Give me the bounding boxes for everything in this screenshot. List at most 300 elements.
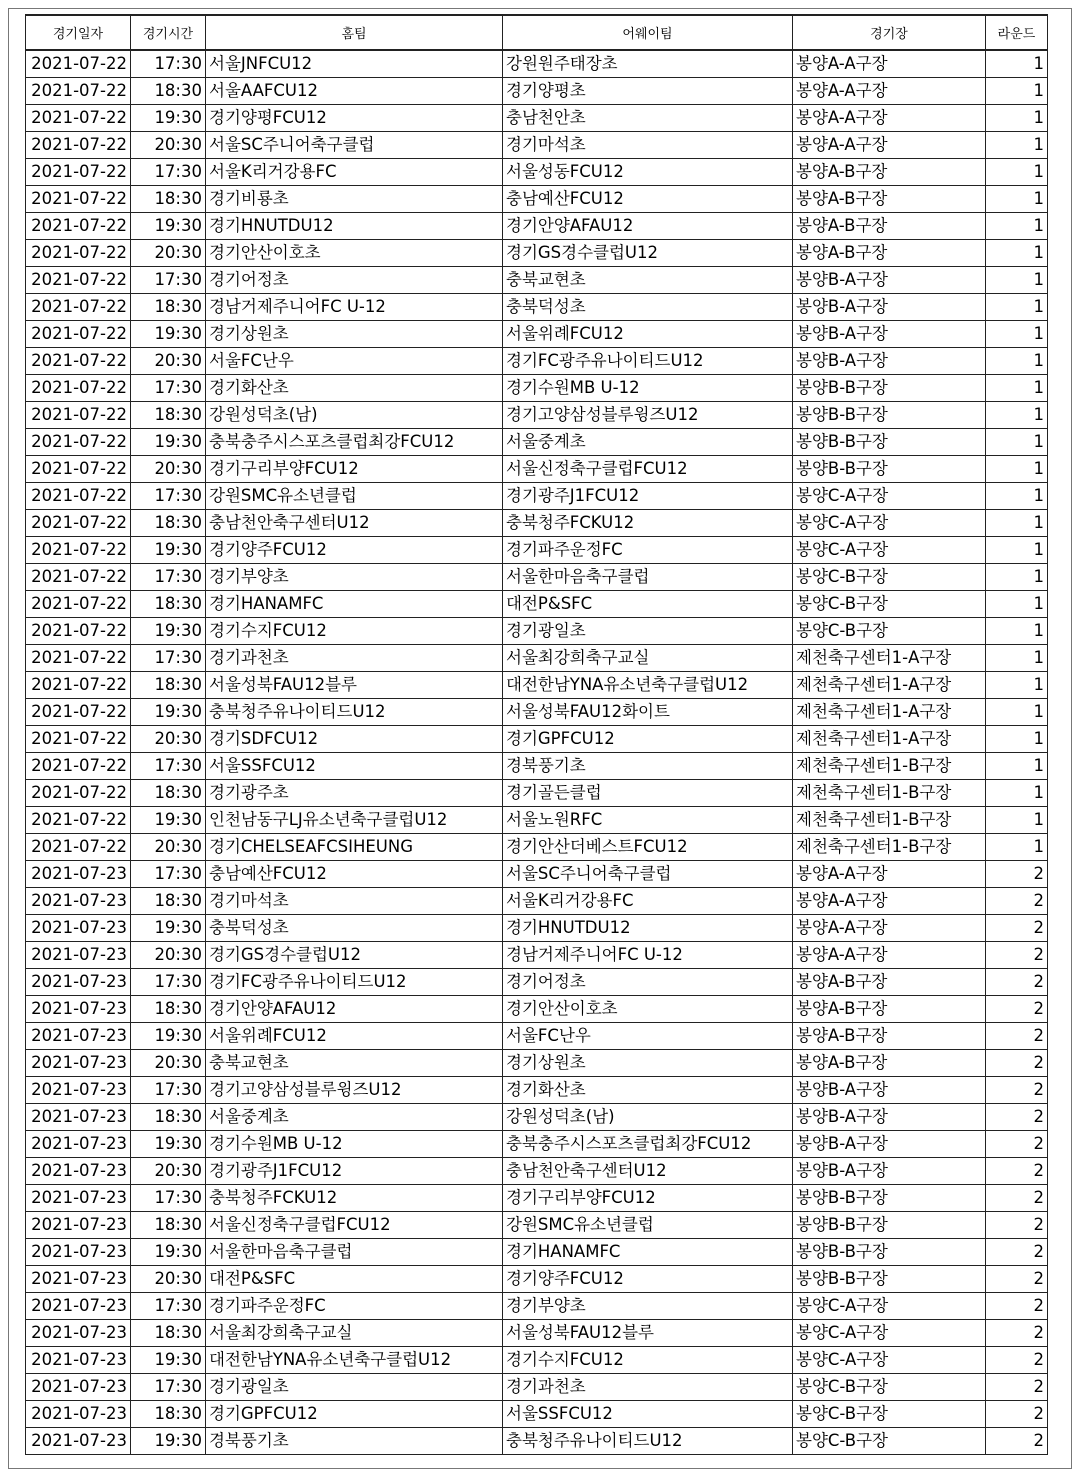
cell-away-team: 강원원주태장초 [503, 50, 793, 78]
cell-venue: 봉양C-A구장 [793, 483, 986, 510]
table-row [26, 159, 1048, 186]
cell-round: 2 [986, 1131, 1048, 1158]
cell-time: 19:30 [131, 699, 206, 726]
cell-venue: 봉양A-B구장 [793, 240, 986, 267]
cell-round: 1 [986, 618, 1048, 645]
cell-home-team: 경기HANAMFC [206, 591, 503, 618]
cell-round: 2 [986, 1104, 1048, 1131]
cell-round: 1 [986, 807, 1048, 834]
cell-date: 2021-07-22 [26, 105, 131, 132]
cell-away-team: 대전한남YNA유소년축구클럽U12 [503, 672, 793, 699]
table-row [26, 915, 1048, 942]
cell-home-team: 서울SC주니어축구클럽 [206, 132, 503, 159]
cell-time: 18:30 [131, 1104, 206, 1131]
cell-date: 2021-07-23 [26, 915, 131, 942]
cell-venue: 봉양B-A구장 [793, 1158, 986, 1185]
cell-time: 17:30 [131, 969, 206, 996]
table-row [26, 456, 1048, 483]
table-row [26, 1158, 1048, 1185]
table-row [26, 726, 1048, 753]
cell-round: 1 [986, 699, 1048, 726]
cell-away-team: 충북충주시스포츠클럽최강FCU12 [503, 1131, 793, 1158]
cell-date: 2021-07-23 [26, 1401, 131, 1428]
table-row [26, 1428, 1048, 1455]
cell-home-team: 서울중계초 [206, 1104, 503, 1131]
table-row [26, 78, 1048, 105]
cell-venue: 봉양C-B구장 [793, 618, 986, 645]
table-row [26, 50, 1048, 78]
cell-round: 1 [986, 213, 1048, 240]
cell-round: 1 [986, 591, 1048, 618]
cell-home-team: 서울위례FCU12 [206, 1023, 503, 1050]
table-row [26, 888, 1048, 915]
cell-home-team: 강원SMC유소년클럽 [206, 483, 503, 510]
cell-venue: 봉양A-A구장 [793, 105, 986, 132]
table-row [26, 1077, 1048, 1104]
cell-home-team: 충남천안축구센터U12 [206, 510, 503, 537]
cell-time: 17:30 [131, 375, 206, 402]
cell-date: 2021-07-22 [26, 456, 131, 483]
cell-home-team: 경기CHELSEAFCSIHEUNG [206, 834, 503, 861]
cell-away-team: 경기수지FCU12 [503, 1347, 793, 1374]
cell-time: 19:30 [131, 1131, 206, 1158]
cell-time: 17:30 [131, 50, 206, 78]
cell-round: 1 [986, 375, 1048, 402]
cell-round: 1 [986, 726, 1048, 753]
cell-date: 2021-07-23 [26, 942, 131, 969]
table-row [26, 1374, 1048, 1401]
table-row [26, 1347, 1048, 1374]
table-row [26, 645, 1048, 672]
cell-time: 20:30 [131, 456, 206, 483]
cell-venue: 봉양A-B구장 [793, 213, 986, 240]
cell-round: 2 [986, 1185, 1048, 1212]
cell-time: 18:30 [131, 888, 206, 915]
cell-date: 2021-07-22 [26, 726, 131, 753]
cell-date: 2021-07-22 [26, 429, 131, 456]
table-row [26, 969, 1048, 996]
cell-date: 2021-07-22 [26, 321, 131, 348]
cell-home-team: 경기어정초 [206, 267, 503, 294]
cell-away-team: 경기양평초 [503, 78, 793, 105]
cell-venue: 봉양C-B구장 [793, 1428, 986, 1455]
cell-away-team: 경기HANAMFC [503, 1239, 793, 1266]
cell-away-team: 서울성동FCU12 [503, 159, 793, 186]
cell-time: 18:30 [131, 672, 206, 699]
cell-home-team: 서울성북FAU12블루 [206, 672, 503, 699]
table-row [26, 375, 1048, 402]
cell-time: 17:30 [131, 267, 206, 294]
cell-venue: 봉양B-A구장 [793, 1131, 986, 1158]
cell-away-team: 경기파주운정FC [503, 537, 793, 564]
cell-date: 2021-07-22 [26, 50, 131, 78]
cell-round: 1 [986, 537, 1048, 564]
cell-venue: 봉양A-B구장 [793, 159, 986, 186]
table-row [26, 132, 1048, 159]
cell-round: 1 [986, 834, 1048, 861]
cell-venue: 봉양A-B구장 [793, 186, 986, 213]
header-row [26, 15, 1048, 50]
cell-date: 2021-07-23 [26, 996, 131, 1023]
table-row [26, 1104, 1048, 1131]
cell-round: 1 [986, 78, 1048, 105]
cell-round: 2 [986, 915, 1048, 942]
cell-round: 2 [986, 1023, 1048, 1050]
cell-date: 2021-07-23 [26, 969, 131, 996]
table-row [26, 1131, 1048, 1158]
cell-venue: 봉양A-B구장 [793, 1023, 986, 1050]
cell-venue: 봉양A-A구장 [793, 50, 986, 78]
cell-away-team: 경기광일초 [503, 618, 793, 645]
header-venue: 경기장 [793, 15, 986, 50]
cell-home-team: 경기FC광주유나이티드U12 [206, 969, 503, 996]
table-row [26, 267, 1048, 294]
cell-home-team: 경기광일초 [206, 1374, 503, 1401]
cell-away-team: 경기마석초 [503, 132, 793, 159]
cell-time: 19:30 [131, 618, 206, 645]
cell-away-team: 경기고양삼성블루윙즈U12 [503, 402, 793, 429]
cell-venue: 봉양B-B구장 [793, 375, 986, 402]
table-row [26, 834, 1048, 861]
cell-venue: 봉양B-A구장 [793, 1104, 986, 1131]
cell-away-team: 충북덕성초 [503, 294, 793, 321]
cell-round: 2 [986, 1293, 1048, 1320]
cell-home-team: 서울최강희축구교실 [206, 1320, 503, 1347]
cell-date: 2021-07-22 [26, 753, 131, 780]
cell-away-team: 서울한마음축구클럽 [503, 564, 793, 591]
cell-round: 1 [986, 672, 1048, 699]
cell-date: 2021-07-22 [26, 591, 131, 618]
cell-date: 2021-07-23 [26, 1104, 131, 1131]
cell-home-team: 경기파주운정FC [206, 1293, 503, 1320]
cell-round: 1 [986, 780, 1048, 807]
table-row [26, 105, 1048, 132]
cell-home-team: 대전P&SFC [206, 1266, 503, 1293]
cell-date: 2021-07-22 [26, 159, 131, 186]
cell-home-team: 충북청주FCKU12 [206, 1185, 503, 1212]
cell-time: 17:30 [131, 1293, 206, 1320]
cell-time: 19:30 [131, 807, 206, 834]
cell-date: 2021-07-23 [26, 1023, 131, 1050]
cell-date: 2021-07-22 [26, 132, 131, 159]
cell-round: 2 [986, 1050, 1048, 1077]
cell-round: 1 [986, 105, 1048, 132]
cell-home-team: 경기HNUTDU12 [206, 213, 503, 240]
cell-venue: 봉양C-A구장 [793, 537, 986, 564]
table-row [26, 1266, 1048, 1293]
cell-round: 1 [986, 132, 1048, 159]
table-row [26, 483, 1048, 510]
table-row [26, 1401, 1048, 1428]
cell-time: 18:30 [131, 1401, 206, 1428]
cell-home-team: 경기비룡초 [206, 186, 503, 213]
cell-round: 1 [986, 510, 1048, 537]
cell-time: 17:30 [131, 483, 206, 510]
cell-away-team: 서울K리거강용FC [503, 888, 793, 915]
cell-home-team: 경기광주초 [206, 780, 503, 807]
table-row [26, 564, 1048, 591]
cell-away-team: 경남거제주니어FC U-12 [503, 942, 793, 969]
cell-home-team: 경기부양초 [206, 564, 503, 591]
cell-date: 2021-07-23 [26, 1212, 131, 1239]
cell-date: 2021-07-23 [26, 1428, 131, 1455]
cell-away-team: 서울SSFCU12 [503, 1401, 793, 1428]
cell-time: 19:30 [131, 105, 206, 132]
cell-date: 2021-07-23 [26, 888, 131, 915]
header-away-team: 어웨이팀 [503, 15, 793, 50]
cell-time: 18:30 [131, 996, 206, 1023]
cell-round: 2 [986, 942, 1048, 969]
table-row [26, 186, 1048, 213]
cell-round: 2 [986, 861, 1048, 888]
cell-away-team: 강원성덕초(남) [503, 1104, 793, 1131]
cell-venue: 봉양B-B구장 [793, 429, 986, 456]
cell-date: 2021-07-22 [26, 645, 131, 672]
cell-round: 1 [986, 402, 1048, 429]
cell-date: 2021-07-22 [26, 483, 131, 510]
cell-date: 2021-07-22 [26, 564, 131, 591]
cell-venue: 봉양B-A구장 [793, 294, 986, 321]
cell-venue: 봉양B-A구장 [793, 267, 986, 294]
cell-date: 2021-07-23 [26, 1158, 131, 1185]
cell-away-team: 경기양주FCU12 [503, 1266, 793, 1293]
cell-date: 2021-07-22 [26, 618, 131, 645]
table-row [26, 618, 1048, 645]
cell-away-team: 경기구리부양FCU12 [503, 1185, 793, 1212]
cell-venue: 제천축구센터1-A구장 [793, 699, 986, 726]
cell-away-team: 경기안산더베스트FCU12 [503, 834, 793, 861]
cell-home-team: 경기수원MB U-12 [206, 1131, 503, 1158]
cell-date: 2021-07-22 [26, 375, 131, 402]
cell-round: 2 [986, 1401, 1048, 1428]
cell-venue: 봉양C-B구장 [793, 1401, 986, 1428]
header-round: 라운드 [986, 15, 1048, 50]
cell-home-team: 대전한남YNA유소년축구클럽U12 [206, 1347, 503, 1374]
table-row [26, 510, 1048, 537]
table-row [26, 213, 1048, 240]
table-row [26, 753, 1048, 780]
cell-time: 18:30 [131, 1212, 206, 1239]
cell-venue: 봉양B-B구장 [793, 1185, 986, 1212]
cell-home-team: 경기양평FCU12 [206, 105, 503, 132]
cell-round: 1 [986, 267, 1048, 294]
cell-round: 1 [986, 348, 1048, 375]
cell-round: 2 [986, 969, 1048, 996]
cell-venue: 봉양B-A구장 [793, 1077, 986, 1104]
table-row [26, 294, 1048, 321]
cell-time: 20:30 [131, 834, 206, 861]
cell-date: 2021-07-22 [26, 807, 131, 834]
table-row [26, 861, 1048, 888]
cell-round: 2 [986, 1374, 1048, 1401]
cell-venue: 봉양B-B구장 [793, 1212, 986, 1239]
table-row [26, 672, 1048, 699]
cell-away-team: 경기골든클럽 [503, 780, 793, 807]
cell-time: 17:30 [131, 861, 206, 888]
cell-venue: 봉양B-B구장 [793, 1239, 986, 1266]
cell-time: 20:30 [131, 240, 206, 267]
cell-away-team: 서울노원RFC [503, 807, 793, 834]
table-row [26, 996, 1048, 1023]
cell-home-team: 경기과천초 [206, 645, 503, 672]
cell-time: 19:30 [131, 429, 206, 456]
cell-venue: 제천축구센터1-B구장 [793, 834, 986, 861]
cell-away-team: 서울SC주니어축구클럽 [503, 861, 793, 888]
cell-home-team: 강원성덕초(남) [206, 402, 503, 429]
cell-round: 1 [986, 321, 1048, 348]
cell-away-team: 서울FC난우 [503, 1023, 793, 1050]
cell-date: 2021-07-22 [26, 240, 131, 267]
cell-away-team: 서울최강희축구교실 [503, 645, 793, 672]
cell-date: 2021-07-22 [26, 348, 131, 375]
table-body [26, 50, 1048, 1455]
cell-time: 18:30 [131, 591, 206, 618]
cell-away-team: 경기수원MB U-12 [503, 375, 793, 402]
cell-home-team: 경기상원초 [206, 321, 503, 348]
cell-time: 18:30 [131, 780, 206, 807]
cell-venue: 제천축구센터1-B구장 [793, 807, 986, 834]
table-row [26, 1212, 1048, 1239]
cell-date: 2021-07-23 [26, 861, 131, 888]
table-header [26, 15, 1048, 50]
cell-round: 1 [986, 186, 1048, 213]
cell-away-team: 경기과천초 [503, 1374, 793, 1401]
cell-time: 17:30 [131, 1374, 206, 1401]
cell-home-team: 경기구리부양FCU12 [206, 456, 503, 483]
cell-time: 19:30 [131, 1023, 206, 1050]
cell-time: 17:30 [131, 564, 206, 591]
cell-time: 19:30 [131, 1347, 206, 1374]
cell-time: 20:30 [131, 1050, 206, 1077]
cell-venue: 봉양A-A구장 [793, 861, 986, 888]
cell-away-team: 경기어정초 [503, 969, 793, 996]
cell-home-team: 경기양주FCU12 [206, 537, 503, 564]
cell-away-team: 충북교현초 [503, 267, 793, 294]
cell-venue: 봉양A-A구장 [793, 915, 986, 942]
cell-round: 1 [986, 294, 1048, 321]
cell-away-team: 서울성북FAU12블루 [503, 1320, 793, 1347]
cell-date: 2021-07-23 [26, 1293, 131, 1320]
cell-date: 2021-07-22 [26, 672, 131, 699]
cell-home-team: 경기화산초 [206, 375, 503, 402]
cell-time: 20:30 [131, 942, 206, 969]
cell-time: 17:30 [131, 645, 206, 672]
cell-time: 19:30 [131, 213, 206, 240]
cell-time: 19:30 [131, 1239, 206, 1266]
cell-home-team: 충북교현초 [206, 1050, 503, 1077]
cell-home-team: 서울AAFCU12 [206, 78, 503, 105]
cell-venue: 봉양C-B구장 [793, 564, 986, 591]
cell-away-team: 서울중계초 [503, 429, 793, 456]
cell-home-team: 서울신정축구클럽FCU12 [206, 1212, 503, 1239]
table-row [26, 348, 1048, 375]
cell-venue: 봉양A-B구장 [793, 996, 986, 1023]
cell-home-team: 경기GS경수클럽U12 [206, 942, 503, 969]
cell-time: 20:30 [131, 1158, 206, 1185]
cell-round: 1 [986, 159, 1048, 186]
cell-date: 2021-07-23 [26, 1077, 131, 1104]
cell-date: 2021-07-22 [26, 78, 131, 105]
table-row [26, 591, 1048, 618]
cell-time: 18:30 [131, 186, 206, 213]
cell-round: 2 [986, 888, 1048, 915]
cell-round: 1 [986, 240, 1048, 267]
cell-away-team: 충남천안축구센터U12 [503, 1158, 793, 1185]
cell-round: 2 [986, 1158, 1048, 1185]
cell-venue: 봉양C-A구장 [793, 510, 986, 537]
cell-away-team: 충남천안초 [503, 105, 793, 132]
cell-away-team: 경기FC광주유나이티드U12 [503, 348, 793, 375]
cell-venue: 봉양A-A구장 [793, 942, 986, 969]
cell-round: 2 [986, 1266, 1048, 1293]
cell-round: 1 [986, 429, 1048, 456]
cell-date: 2021-07-22 [26, 402, 131, 429]
table-row [26, 699, 1048, 726]
cell-home-team: 인천남동구LJ유소년축구클럽U12 [206, 807, 503, 834]
cell-time: 19:30 [131, 321, 206, 348]
cell-round: 1 [986, 456, 1048, 483]
table-row [26, 1050, 1048, 1077]
cell-venue: 봉양B-B구장 [793, 456, 986, 483]
cell-away-team: 경기GPFCU12 [503, 726, 793, 753]
cell-venue: 제천축구센터1-B구장 [793, 780, 986, 807]
cell-round: 2 [986, 1212, 1048, 1239]
cell-date: 2021-07-22 [26, 186, 131, 213]
table-row [26, 1293, 1048, 1320]
cell-away-team: 경기부양초 [503, 1293, 793, 1320]
cell-date: 2021-07-22 [26, 294, 131, 321]
cell-time: 20:30 [131, 1266, 206, 1293]
cell-round: 1 [986, 50, 1048, 78]
table-row [26, 1185, 1048, 1212]
cell-away-team: 대전P&SFC [503, 591, 793, 618]
cell-round: 2 [986, 1239, 1048, 1266]
cell-away-team: 경기HNUTDU12 [503, 915, 793, 942]
cell-venue: 제천축구센터1-A구장 [793, 672, 986, 699]
table-row [26, 1239, 1048, 1266]
cell-time: 19:30 [131, 1428, 206, 1455]
header-home-team: 홈팀 [206, 15, 503, 50]
cell-time: 17:30 [131, 1185, 206, 1212]
cell-time: 18:30 [131, 78, 206, 105]
cell-venue: 봉양C-B구장 [793, 1374, 986, 1401]
cell-venue: 봉양C-A구장 [793, 1320, 986, 1347]
cell-round: 2 [986, 1077, 1048, 1104]
cell-time: 18:30 [131, 294, 206, 321]
cell-home-team: 서울SSFCU12 [206, 753, 503, 780]
cell-home-team: 서울JNFCU12 [206, 50, 503, 78]
cell-home-team: 경기GPFCU12 [206, 1401, 503, 1428]
table-row [26, 807, 1048, 834]
cell-round: 2 [986, 1347, 1048, 1374]
cell-date: 2021-07-23 [26, 1266, 131, 1293]
cell-date: 2021-07-23 [26, 1050, 131, 1077]
cell-round: 2 [986, 1320, 1048, 1347]
cell-round: 1 [986, 483, 1048, 510]
cell-time: 18:30 [131, 402, 206, 429]
cell-date: 2021-07-22 [26, 780, 131, 807]
cell-venue: 봉양A-B구장 [793, 969, 986, 996]
cell-round: 2 [986, 1428, 1048, 1455]
cell-away-team: 경기안양AFAU12 [503, 213, 793, 240]
cell-date: 2021-07-22 [26, 699, 131, 726]
cell-venue: 봉양B-A구장 [793, 321, 986, 348]
cell-away-team: 경기GS경수클럽U12 [503, 240, 793, 267]
cell-time: 18:30 [131, 1320, 206, 1347]
cell-away-team: 서울성북FAU12화이트 [503, 699, 793, 726]
cell-away-team: 충북청주FCKU12 [503, 510, 793, 537]
cell-venue: 제천축구센터1-B구장 [793, 753, 986, 780]
